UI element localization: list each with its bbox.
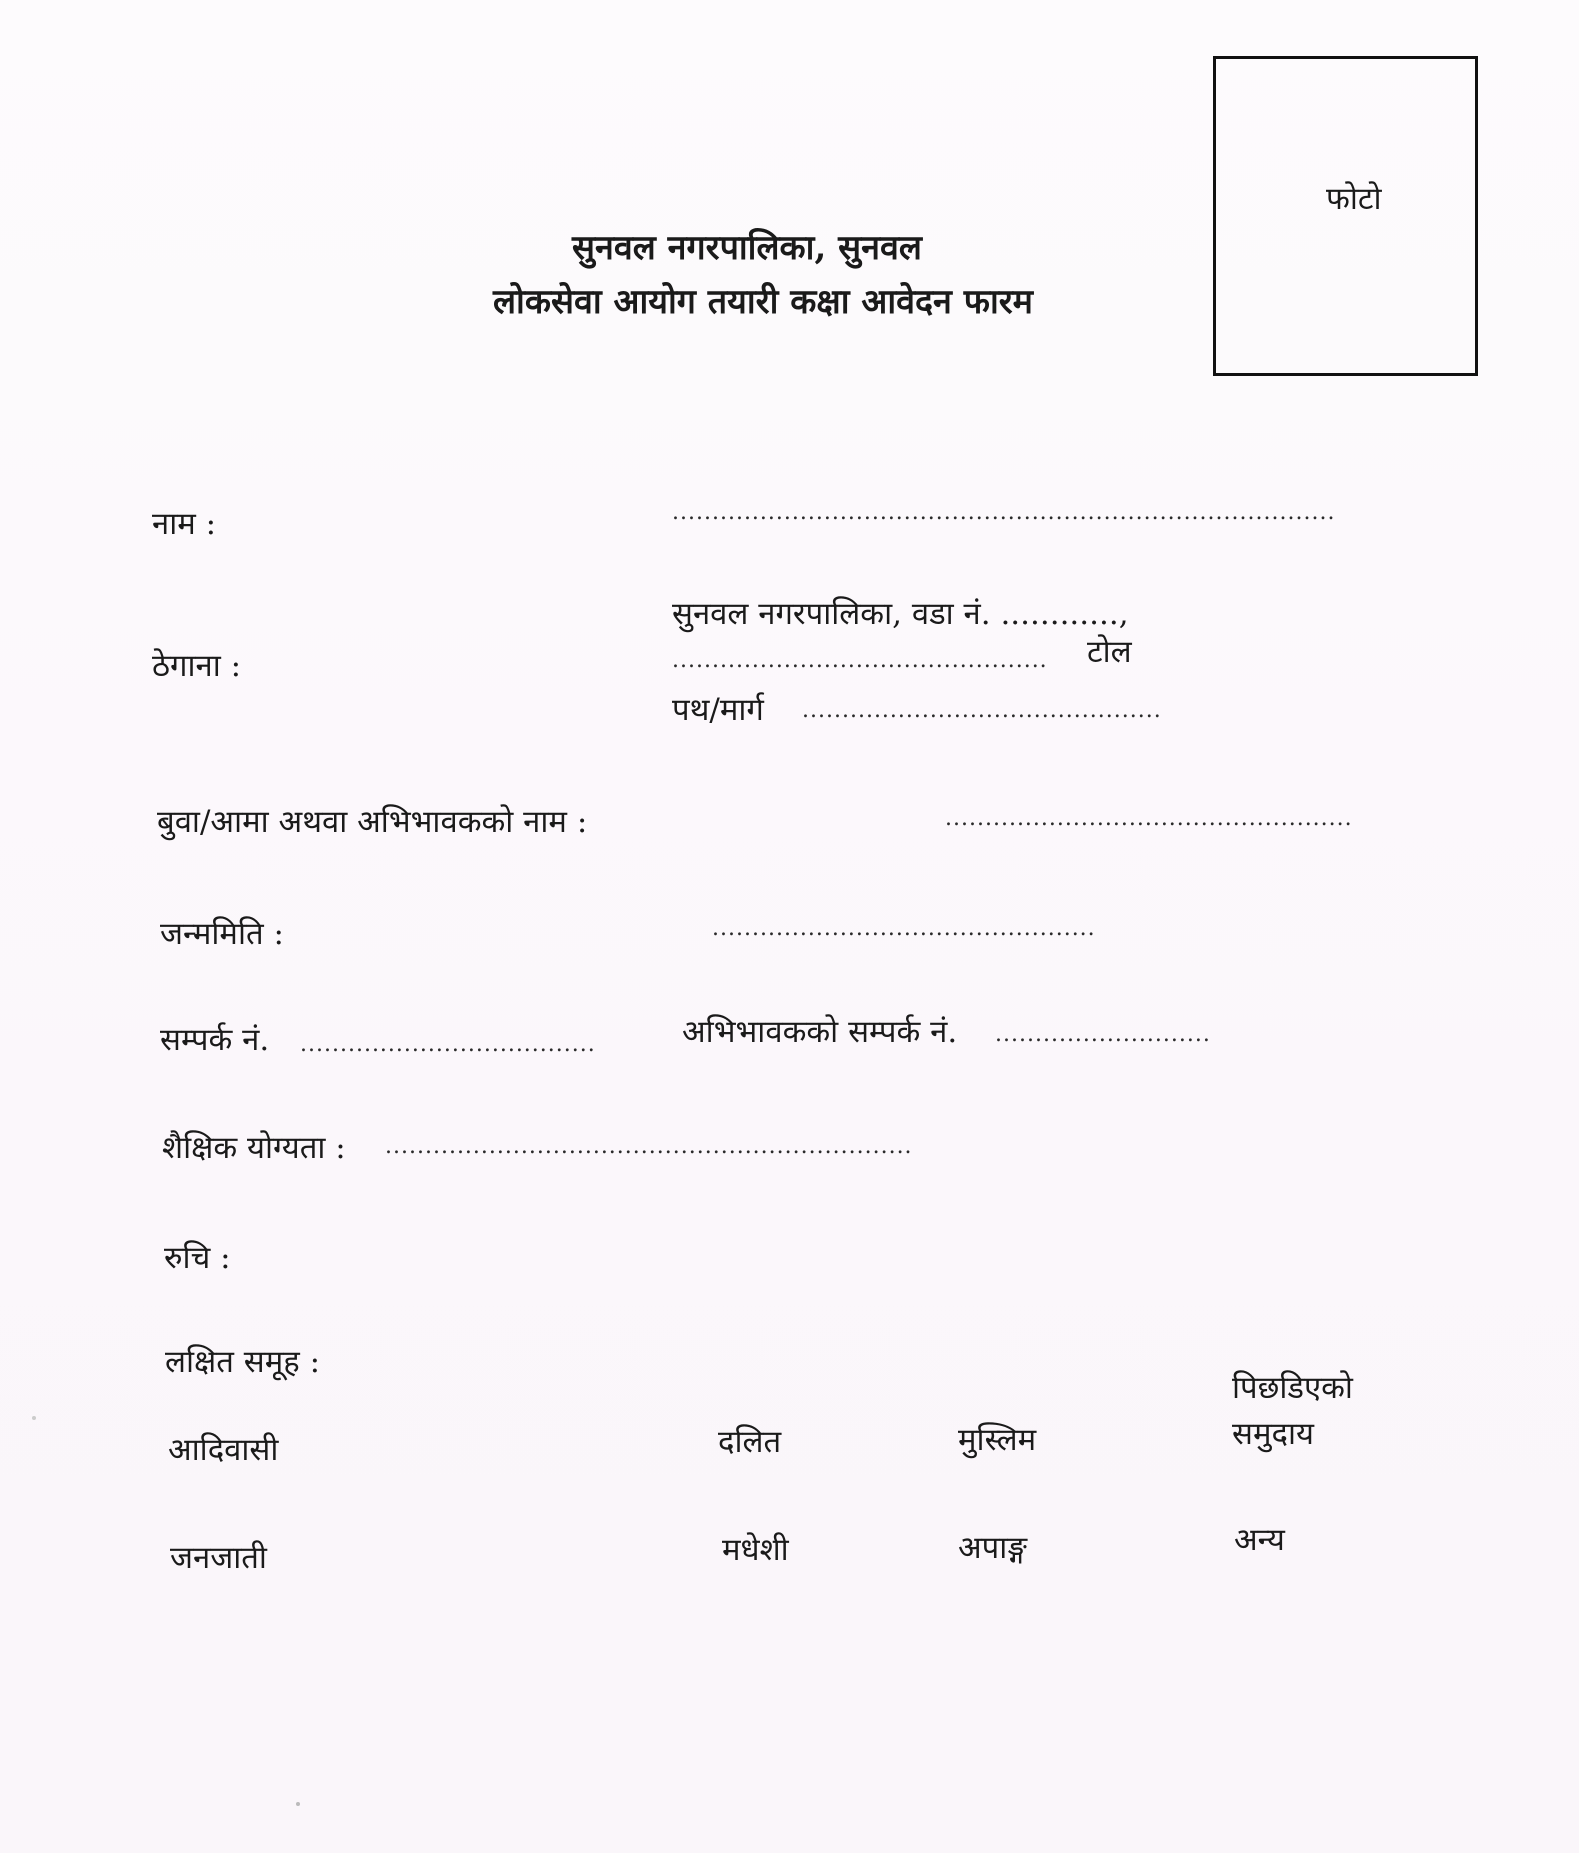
address-ward-line[interactable]: सुनवल नगरपालिका, वडा नं. ............, — [672, 596, 1129, 632]
option-backward-line2[interactable]: समुदाय — [1232, 1416, 1314, 1452]
address-label: ठेगाना : — [152, 648, 242, 684]
dob-label: जन्ममिति : — [160, 916, 284, 952]
form-header-municipality: सुनवल नगरपालिका, सुनवल — [572, 228, 922, 268]
address-path-field[interactable]: ............................................. — [802, 698, 1162, 723]
option-janajati[interactable]: जनजाती — [170, 1540, 267, 1576]
option-adivasi[interactable]: आदिवासी — [168, 1432, 279, 1468]
form-header-title: लोकसेवा आयोग तयारी कक्षा आवेदन फारम — [493, 282, 1034, 322]
guardian-name-field[interactable]: ................................................... — [945, 806, 1353, 831]
name-label: नाम : — [152, 506, 217, 542]
option-madheshi[interactable]: मधेशी — [722, 1532, 789, 1568]
photo-label: फोटो — [1326, 181, 1382, 217]
guardian-contact-field[interactable]: ........................... — [995, 1022, 1211, 1047]
name-field[interactable]: ................................................................................... — [672, 500, 1336, 525]
option-backward-line1[interactable]: पिछडिएको — [1232, 1370, 1353, 1406]
scan-speck — [32, 1416, 36, 1420]
dob-field[interactable]: ................................................ — [712, 916, 1096, 941]
education-field[interactable]: .................................................................. — [385, 1134, 913, 1159]
contact-label: सम्पर्क नं. — [160, 1022, 270, 1058]
contact-field[interactable]: ..................................... — [300, 1032, 596, 1057]
interest-label: रुचि : — [164, 1240, 231, 1276]
option-disabled[interactable]: अपाङ्ग — [958, 1530, 1027, 1566]
photo-box — [1213, 56, 1478, 376]
address-tole-field[interactable]: ............................................... — [672, 648, 1048, 673]
option-other[interactable]: अन्य — [1234, 1522, 1285, 1558]
option-dalit[interactable]: दलित — [718, 1424, 782, 1460]
guardian-name-label: बुवा/आमा अथवा अभिभावकको नाम : — [157, 804, 588, 840]
scan-speck — [296, 1802, 300, 1806]
education-label: शैक्षिक योग्यता : — [162, 1130, 346, 1166]
target-group-label: लक्षित समूह : — [165, 1344, 321, 1380]
address-tole-label: टोल — [1087, 634, 1132, 670]
option-muslim[interactable]: मुस्लिम — [958, 1422, 1037, 1458]
address-path-label: पथ/मार्ग — [672, 692, 764, 728]
guardian-contact-label: अभिभावकको सम्पर्क नं. — [682, 1014, 958, 1050]
